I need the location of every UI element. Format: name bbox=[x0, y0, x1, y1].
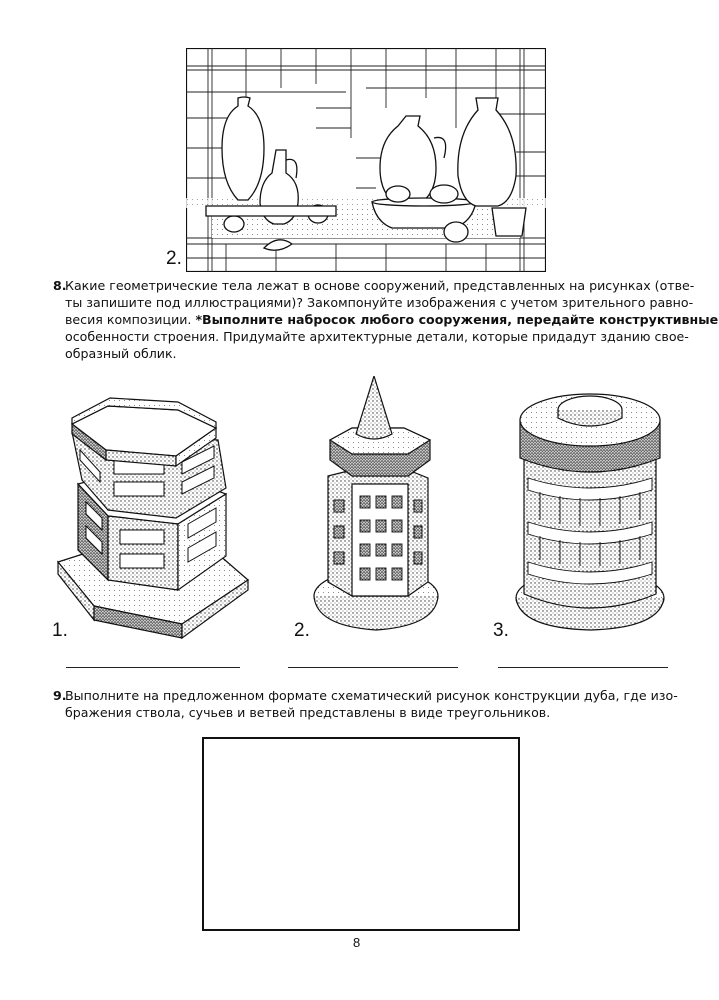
still-life-illustration bbox=[186, 48, 546, 272]
task-9-number: 9. bbox=[53, 688, 67, 703]
task-8-number: 8. bbox=[53, 278, 67, 293]
task-9-line-2: бражения ствола, сучьев и ветвей представлены в виде треугольников. bbox=[65, 705, 551, 720]
answer-line-1[interactable] bbox=[66, 667, 240, 668]
task-8-line-4: особенности строения. Придумайте архитектурные детали, которые придадут зданию свое- bbox=[65, 329, 689, 344]
task-8-line-2: ты запишите под иллюстрациями)? Закомпонуйте изображения с учетом зрительного равно- bbox=[65, 295, 694, 310]
drawing-frame[interactable] bbox=[202, 737, 520, 931]
page-number: 8 bbox=[353, 935, 361, 950]
answer-line-2[interactable] bbox=[288, 667, 458, 668]
building-1-hexagonal-illustration bbox=[48, 384, 258, 646]
still-life-label: 2. bbox=[166, 248, 182, 269]
task-8-line-5: образный облик. bbox=[65, 346, 177, 361]
figure-3-label: 3. bbox=[493, 620, 509, 641]
building-3-cylinder-illustration bbox=[510, 386, 672, 636]
answer-line-3[interactable] bbox=[498, 667, 668, 668]
task-9-line-1: Выполните на предложенном формате схематический рисунок конструкции дуба, где изо- bbox=[65, 688, 678, 703]
task-8-line-3: весия композиции. bbox=[65, 312, 192, 327]
task-8-line-1: Какие геометрические тела лежат в основе сооружений, представленных на рисунках (отве- bbox=[65, 278, 695, 293]
task-8-line-3b: *Выполните набросок любого сооружения, передайте конструктивные bbox=[195, 312, 719, 327]
figure-1-label: 1. bbox=[52, 620, 68, 641]
building-2-tower-illustration bbox=[312, 376, 446, 640]
figure-2-label: 2. bbox=[294, 620, 310, 641]
task-8-text bbox=[53, 278, 719, 368]
task-9-text bbox=[53, 688, 678, 724]
